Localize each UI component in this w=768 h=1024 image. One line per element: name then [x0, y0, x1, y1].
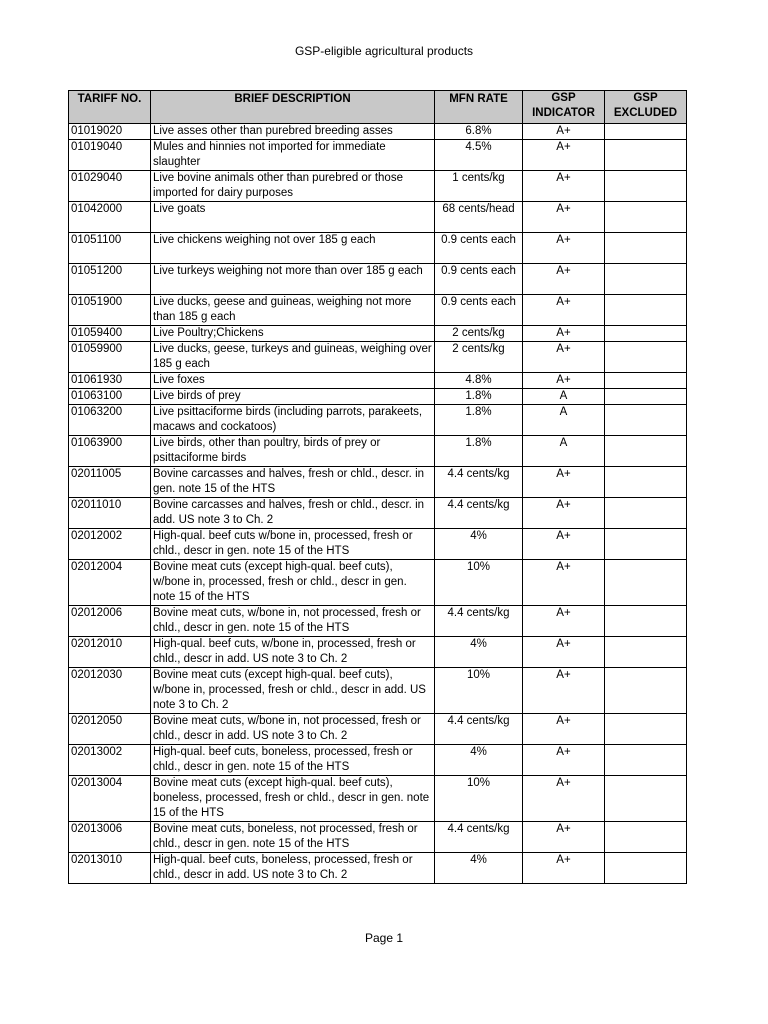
cell-tariff-no: 01051900 [69, 295, 151, 326]
cell-gsp-excluded [605, 822, 687, 853]
table-row [69, 171, 687, 202]
cell-gsp-excluded [605, 295, 687, 326]
table-row [69, 264, 687, 295]
table-row [69, 745, 687, 776]
cell-gsp-excluded [605, 436, 687, 467]
table-row [69, 124, 687, 140]
cell-tariff-no: 02012030 [69, 668, 151, 714]
cell-gsp-indicator: A+ [523, 498, 605, 529]
cell-gsp-excluded [605, 233, 687, 264]
cell-gsp-excluded [605, 668, 687, 714]
cell-description: Live bovine animals other than purebred or those imported for dairy purposes [151, 171, 435, 202]
cell-description: Bovine meat cuts (except high-qual. beef cuts), boneless, processed, fresh or chld., descr in gen. note 15 of the HTS [151, 776, 435, 822]
table-row [69, 389, 687, 405]
cell-tariff-no: 01019020 [69, 124, 151, 140]
cell-mfn-rate: 1.8% [435, 389, 523, 405]
cell-gsp-excluded [605, 606, 687, 637]
cell-tariff-no: 02012006 [69, 606, 151, 637]
cell-description: Live turkeys weighing not more than over 185 g each [151, 264, 435, 295]
cell-tariff-no: 01042000 [69, 202, 151, 233]
table-row [69, 295, 687, 326]
cell-gsp-excluded [605, 171, 687, 202]
page-number: Page 1 [364, 931, 404, 945]
cell-gsp-excluded [605, 389, 687, 405]
cell-tariff-no: 01019040 [69, 140, 151, 171]
table-row [69, 233, 687, 264]
cell-gsp-excluded [605, 373, 687, 389]
cell-description: Bovine meat cuts (except high-qual. beef cuts), w/bone in, processed, fresh or chld., descr in add. US note 3 to Ch. 2 [151, 668, 435, 714]
cell-tariff-no: 01061930 [69, 373, 151, 389]
cell-gsp-indicator: A+ [523, 853, 605, 884]
table-row [69, 606, 687, 637]
cell-mfn-rate: 10% [435, 776, 523, 822]
cell-description: Live ducks, geese and guineas, weighing not more than 185 g each [151, 295, 435, 326]
cell-mfn-rate: 4.5% [435, 140, 523, 171]
cell-gsp-indicator: A [523, 405, 605, 436]
cell-gsp-indicator: A+ [523, 745, 605, 776]
table-row [69, 342, 687, 373]
cell-mfn-rate: 4% [435, 745, 523, 776]
cell-gsp-indicator: A+ [523, 467, 605, 498]
cell-mfn-rate: 4.4 cents/kg [435, 467, 523, 498]
cell-gsp-indicator: A+ [523, 233, 605, 264]
cell-tariff-no: 02012050 [69, 714, 151, 745]
cell-description: Live goats [151, 202, 435, 233]
table-row [69, 405, 687, 436]
cell-description: Bovine carcasses and halves, fresh or chld., descr. in add. US note 3 to Ch. 2 [151, 498, 435, 529]
cell-mfn-rate: 1 cents/kg [435, 171, 523, 202]
table-header-row [69, 91, 687, 124]
cell-tariff-no: 02012004 [69, 560, 151, 606]
cell-mfn-rate: 6.8% [435, 124, 523, 140]
cell-mfn-rate: 4% [435, 853, 523, 884]
cell-tariff-no: 02011010 [69, 498, 151, 529]
table-row [69, 373, 687, 389]
cell-description: Bovine meat cuts, boneless, not processed, fresh or chld., descr in gen. note 15 of the HTS [151, 822, 435, 853]
table-row [69, 560, 687, 606]
cell-gsp-excluded [605, 714, 687, 745]
cell-tariff-no: 02012010 [69, 637, 151, 668]
table-row [69, 140, 687, 171]
cell-tariff-no: 01059400 [69, 326, 151, 342]
cell-mfn-rate: 4.4 cents/kg [435, 714, 523, 745]
cell-gsp-indicator: A+ [523, 295, 605, 326]
cell-gsp-excluded [605, 560, 687, 606]
header-gsp-excluded: GSP EXCLUDED [605, 91, 687, 124]
cell-gsp-excluded [605, 326, 687, 342]
cell-gsp-excluded [605, 467, 687, 498]
cell-gsp-excluded [605, 853, 687, 884]
cell-gsp-excluded [605, 405, 687, 436]
cell-gsp-excluded [605, 745, 687, 776]
cell-tariff-no: 01029040 [69, 171, 151, 202]
cell-gsp-excluded [605, 342, 687, 373]
table-row [69, 714, 687, 745]
cell-gsp-indicator: A+ [523, 140, 605, 171]
table-row [69, 498, 687, 529]
table-row [69, 202, 687, 233]
cell-gsp-indicator: A+ [523, 171, 605, 202]
tariff-table [68, 90, 687, 884]
cell-gsp-indicator: A+ [523, 822, 605, 853]
cell-gsp-excluded [605, 202, 687, 233]
cell-mfn-rate: 1.8% [435, 436, 523, 467]
cell-description: High-qual. beef cuts, w/bone in, processed, fresh or chld., descr in add. US note 3 to Ch. 2 [151, 637, 435, 668]
cell-gsp-indicator: A+ [523, 668, 605, 714]
cell-tariff-no: 02013002 [69, 745, 151, 776]
cell-gsp-indicator: A+ [523, 264, 605, 295]
cell-description: Mules and hinnies not imported for immediate slaughter [151, 140, 435, 171]
cell-description: Live chickens weighing not over 185 g each [151, 233, 435, 264]
table-row [69, 326, 687, 342]
cell-description: Live asses other than purebred breeding asses [151, 124, 435, 140]
cell-gsp-indicator: A+ [523, 529, 605, 560]
cell-mfn-rate: 4% [435, 637, 523, 668]
cell-gsp-indicator: A+ [523, 637, 605, 668]
cell-mfn-rate: 4.4 cents/kg [435, 822, 523, 853]
cell-mfn-rate: 68 cents/head [435, 202, 523, 233]
table-row [69, 668, 687, 714]
cell-description: Bovine meat cuts, w/bone in, not processed, fresh or chld., descr in add. US note 3 to Ch. 2 [151, 714, 435, 745]
cell-tariff-no: 02013010 [69, 853, 151, 884]
cell-tariff-no: 02013006 [69, 822, 151, 853]
cell-gsp-excluded [605, 529, 687, 560]
cell-gsp-excluded [605, 776, 687, 822]
document-title: GSP-eligible agricultural products [294, 44, 474, 58]
cell-gsp-excluded [605, 637, 687, 668]
cell-tariff-no: 02012002 [69, 529, 151, 560]
cell-mfn-rate: 4.8% [435, 373, 523, 389]
cell-gsp-indicator: A+ [523, 606, 605, 637]
cell-description: Bovine meat cuts, w/bone in, not processed, fresh or chld., descr in gen. note 15 of the HTS [151, 606, 435, 637]
cell-description: Live Poultry;Chickens [151, 326, 435, 342]
cell-gsp-excluded [605, 140, 687, 171]
cell-gsp-indicator: A [523, 389, 605, 405]
cell-mfn-rate: 10% [435, 560, 523, 606]
cell-mfn-rate: 0.9 cents each [435, 233, 523, 264]
table-row [69, 436, 687, 467]
cell-tariff-no: 02011005 [69, 467, 151, 498]
cell-tariff-no: 01051100 [69, 233, 151, 264]
cell-description: Live foxes [151, 373, 435, 389]
cell-description: Live psittaciforme birds (including parrots, parakeets, macaws and cockatoos) [151, 405, 435, 436]
header-tariff-no: TARIFF NO. [69, 91, 151, 124]
header-gsp-indicator: GSP INDICATOR [523, 91, 605, 124]
cell-description: Bovine meat cuts (except high-qual. beef cuts), w/bone in, processed, fresh or chld., descr in gen. note 15 of the HTS [151, 560, 435, 606]
cell-description: High-qual. beef cuts w/bone in, processed, fresh or chld., descr in gen. note 15 of the HTS [151, 529, 435, 560]
cell-tariff-no: 01063200 [69, 405, 151, 436]
cell-mfn-rate: 0.9 cents each [435, 295, 523, 326]
cell-mfn-rate: 0.9 cents each [435, 264, 523, 295]
cell-gsp-indicator: A+ [523, 776, 605, 822]
cell-gsp-excluded [605, 498, 687, 529]
table-row [69, 637, 687, 668]
cell-mfn-rate: 2 cents/kg [435, 326, 523, 342]
cell-tariff-no: 01051200 [69, 264, 151, 295]
cell-mfn-rate: 4.4 cents/kg [435, 498, 523, 529]
cell-gsp-indicator: A+ [523, 326, 605, 342]
cell-tariff-no: 01059900 [69, 342, 151, 373]
cell-description: High-qual. beef cuts, boneless, processed, fresh or chld., descr in add. US note 3 to Ch. 2 [151, 853, 435, 884]
table-row [69, 529, 687, 560]
cell-mfn-rate: 10% [435, 668, 523, 714]
cell-gsp-indicator: A+ [523, 373, 605, 389]
cell-mfn-rate: 1.8% [435, 405, 523, 436]
header-brief-description: BRIEF DESCRIPTION [151, 91, 435, 124]
cell-gsp-indicator: A+ [523, 202, 605, 233]
cell-gsp-indicator: A [523, 436, 605, 467]
cell-gsp-excluded [605, 264, 687, 295]
table-row [69, 467, 687, 498]
cell-mfn-rate: 4% [435, 529, 523, 560]
cell-description: Live birds of prey [151, 389, 435, 405]
cell-tariff-no: 01063900 [69, 436, 151, 467]
table-row [69, 776, 687, 822]
cell-mfn-rate: 2 cents/kg [435, 342, 523, 373]
cell-gsp-excluded [605, 124, 687, 140]
cell-gsp-indicator: A+ [523, 714, 605, 745]
cell-mfn-rate: 4.4 cents/kg [435, 606, 523, 637]
table-row [69, 822, 687, 853]
cell-description: High-qual. beef cuts, boneless, processed, fresh or chld., descr in gen. note 15 of the HTS [151, 745, 435, 776]
cell-gsp-indicator: A+ [523, 342, 605, 373]
cell-description: Bovine carcasses and halves, fresh or chld., descr. in gen. note 15 of the HTS [151, 467, 435, 498]
cell-gsp-indicator: A+ [523, 124, 605, 140]
table-row [69, 853, 687, 884]
header-mfn-rate: MFN RATE [435, 91, 523, 124]
cell-tariff-no: 01063100 [69, 389, 151, 405]
cell-gsp-indicator: A+ [523, 560, 605, 606]
cell-description: Live birds, other than poultry, birds of prey or psittaciforme birds [151, 436, 435, 467]
cell-description: Live ducks, geese, turkeys and guineas, weighing over 185 g each [151, 342, 435, 373]
cell-tariff-no: 02013004 [69, 776, 151, 822]
